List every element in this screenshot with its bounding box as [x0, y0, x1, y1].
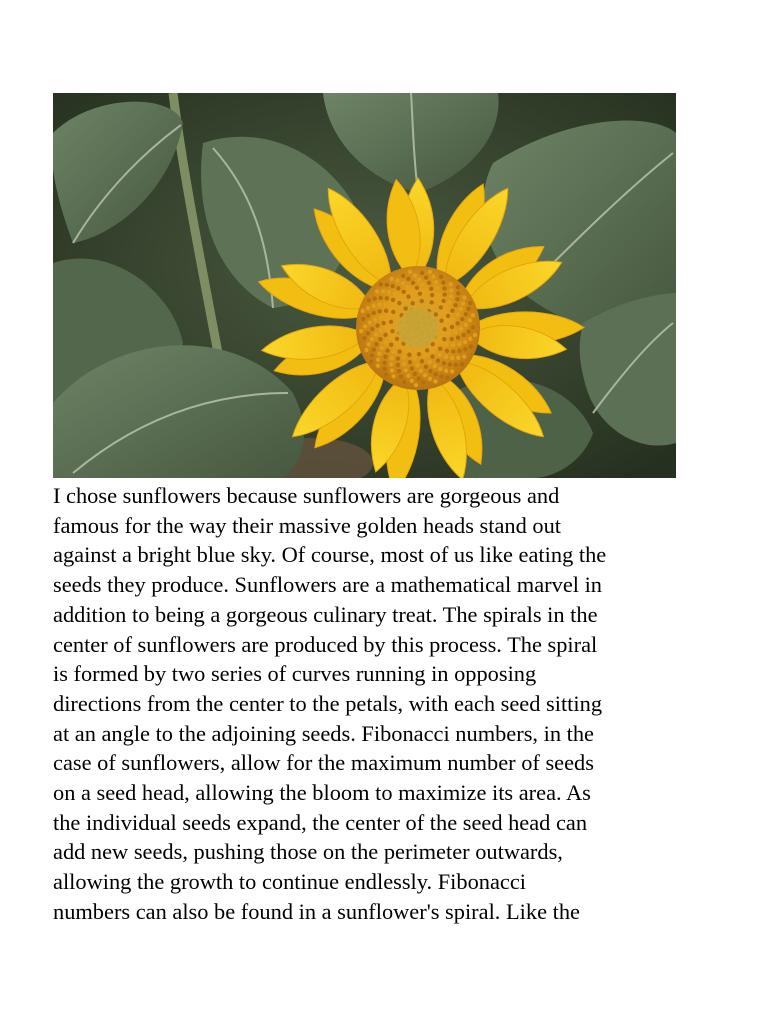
- sunflower-seed: [439, 319, 443, 323]
- sunflower-seed: [384, 302, 388, 306]
- sunflower-seed: [402, 355, 406, 359]
- sunflower-seed: [395, 278, 399, 282]
- sunflower-seed: [407, 353, 411, 357]
- sunflower-seed: [402, 380, 406, 384]
- sunflower-seed: [414, 383, 418, 387]
- sunflower-seed: [390, 368, 394, 372]
- sunflower-seed: [468, 337, 472, 341]
- sunflower-seed: [396, 363, 400, 367]
- sunflower-seed: [471, 313, 475, 317]
- sunflower-seed: [389, 320, 393, 324]
- sunflower-seed: [450, 369, 454, 373]
- sunflower-seed: [381, 289, 385, 293]
- sunflower-seed: [367, 298, 371, 302]
- sunflower-seed: [418, 292, 422, 296]
- sunflower-seed: [379, 296, 383, 300]
- sunflower-seed: [384, 309, 388, 313]
- sunflower-seed: [459, 307, 463, 311]
- sunflower-seed: [399, 375, 403, 379]
- sunflower-seed: [377, 352, 381, 356]
- sunflower-seed: [406, 277, 410, 281]
- sunflower-seed: [453, 330, 457, 334]
- sunflower-seed: [417, 376, 421, 380]
- sunflower-seed: [386, 314, 390, 318]
- sunflower-seed: [433, 379, 437, 383]
- sunflower-seed: [424, 295, 428, 299]
- sunflower-seed: [390, 304, 394, 308]
- sunflower-seed: [383, 340, 387, 344]
- sunflower-seed: [401, 274, 405, 278]
- sunflower-seed: [451, 317, 455, 321]
- sunflower-seed: [420, 283, 424, 287]
- sunflower-seed: [390, 329, 394, 333]
- sunflower-seed: [428, 369, 432, 373]
- sunflower-seed: [455, 297, 459, 301]
- sunflower-seed: [442, 361, 446, 365]
- sunflower-seed: [394, 324, 398, 328]
- sunflower-seed: [420, 359, 424, 363]
- sunflower-seed: [391, 298, 395, 302]
- sunflower-seed: [370, 353, 374, 357]
- sunflower-seed: [379, 315, 383, 319]
- sunflower-photo: [53, 93, 676, 478]
- sunflower-seed: [375, 323, 379, 327]
- sunflower-seed: [434, 372, 438, 376]
- sunflower-seed: [441, 280, 445, 284]
- sunflower-seed: [420, 271, 424, 275]
- sunflower-seed: [462, 333, 466, 337]
- sunflower-seed: [439, 374, 443, 378]
- sunflower-seed: [456, 312, 460, 316]
- sunflower-seed: [374, 342, 378, 346]
- sunflower-seed: [417, 352, 421, 356]
- sunflower-seed: [372, 347, 376, 351]
- sunflower-seed: [419, 369, 423, 373]
- sunflower-seed: [410, 379, 414, 383]
- sunflower-seed: [408, 270, 412, 274]
- sunflower-seed: [411, 301, 415, 305]
- sunflower-seed: [433, 364, 437, 368]
- sunflower-seed: [366, 331, 370, 335]
- sunflower-seed: [401, 290, 405, 294]
- sunflower-seed: [368, 320, 372, 324]
- sunflower-seed: [415, 286, 419, 290]
- sunflower-seed: [424, 365, 428, 369]
- sunflower-seed: [413, 273, 417, 277]
- sunflower-seed: [444, 343, 448, 347]
- sunflower-seed: [389, 342, 393, 346]
- sunflower-seed: [462, 354, 466, 358]
- sunflower-seed: [435, 299, 439, 303]
- sunflower-seed: [423, 354, 427, 358]
- sunflower-seed: [371, 304, 375, 308]
- sunflower-seed: [394, 315, 398, 319]
- sunflower-seed: [366, 306, 370, 310]
- sunflower-seed: [466, 307, 470, 311]
- sunflower-seed: [399, 295, 403, 299]
- sunflower-seed: [385, 296, 389, 300]
- sunflower-seed: [362, 336, 366, 340]
- sunflower-seed: [463, 347, 467, 351]
- sunflower-seed: [424, 303, 428, 307]
- sunflower-seed: [451, 343, 455, 347]
- sunflower-seed: [439, 305, 443, 309]
- sunflower-seed: [460, 362, 464, 366]
- sunflower-seed: [445, 349, 449, 353]
- sunflower-seed: [393, 292, 397, 296]
- sunflower-seed: [447, 332, 451, 336]
- sunflower-seed: [442, 337, 446, 341]
- sunflower-seed: [440, 312, 444, 316]
- sunflower-seed: [375, 289, 379, 293]
- sunflower-seed: [454, 363, 458, 367]
- sunflower-seed: [411, 281, 415, 285]
- sunflower-seed: [446, 314, 450, 318]
- sunflower-seed: [447, 300, 451, 304]
- sunflower-seed: [464, 312, 468, 316]
- sunflower-seed: [401, 281, 405, 285]
- sunflower-seed: [427, 281, 431, 285]
- sunflower-seed: [463, 340, 467, 344]
- sunflower-seed: [451, 349, 455, 353]
- sunflower-seed: [412, 348, 416, 352]
- sunflower-seed: [438, 332, 442, 336]
- sunflower-seed: [363, 324, 367, 328]
- sunflower-seed: [457, 349, 461, 353]
- sunflower-seed: [397, 301, 401, 305]
- sunflower-seed: [421, 380, 425, 384]
- sunflower-seed: [469, 344, 473, 348]
- sunflower-seed: [369, 359, 373, 363]
- sunflower-seed: [381, 321, 385, 325]
- sunflower-seed: [372, 311, 376, 315]
- sunflower-seed: [434, 312, 438, 316]
- sunflower-seed: [450, 325, 454, 329]
- sunflower-seed: [397, 349, 401, 353]
- sunflower-seed: [438, 367, 442, 371]
- sunflower-seed: [374, 332, 378, 336]
- sunflower-seed: [385, 326, 389, 330]
- body-paragraph: I chose sunflowers because sunflowers are gorgeous and famous for the way their massive golden heads stand out against a bright blue sky. Of course, most of us like eating the seeds they produce. Sunflowers are a mathematical marvel in addition to being a gorgeous culinary treat. The spirals in the center of sunflowers are produced by this process. The spiral is formed by two series of curves running in opposing directions from the center to the petals, with each seed sitting at an angle to the adjoining seeds. Fibonacci numbers, in the case of sunflowers, allow for the maximum number of seeds on a seed head, allowing the bloom to maximize its area. As the individual seeds expand, the center of the seed head can add new seeds, pushing those on the perimeter outwards, allowing the growth to continue endlessly. Fibonacci numbers can also be found in a sunflower's spiral. Like the: [53, 483, 607, 924]
- sunflower-seed: [448, 362, 452, 366]
- sunflower-seed: [389, 362, 393, 366]
- sunflower-seed: [395, 337, 399, 341]
- sunflower-seed: [413, 357, 417, 361]
- sunflower-seed: [380, 346, 384, 350]
- sunflower-seed: [390, 277, 394, 281]
- sunflower-seed: [436, 286, 440, 290]
- sunflower-seed: [438, 347, 442, 351]
- sunflower-seed: [449, 294, 453, 298]
- sunflower-seed: [373, 296, 377, 300]
- sunflower-seed: [403, 347, 407, 351]
- sunflower-seed: [366, 313, 370, 317]
- sunflower-seed: [468, 301, 472, 305]
- sunflower-seed: [383, 354, 387, 358]
- sunflower-seed: [430, 293, 434, 297]
- sunflower-seed: [464, 323, 468, 327]
- sunflower-seed: [413, 296, 417, 300]
- sunflower-seed: [442, 327, 446, 331]
- sunflower-seed: [445, 376, 449, 380]
- sunflower-seed: [438, 353, 442, 357]
- sunflower-seed: [373, 317, 377, 321]
- sunflower-seed: [462, 295, 466, 299]
- sunflower-seed: [439, 275, 443, 279]
- sunflower-seed: [359, 329, 363, 333]
- sunflower-seed: [456, 335, 460, 339]
- sunflower-seed: [436, 292, 440, 296]
- sunflower-seed: [385, 283, 389, 287]
- sunflower-seed: [384, 372, 388, 376]
- sunflower-seed: [471, 325, 475, 329]
- sunflower-seed: [370, 327, 374, 331]
- sunflower-seed: [361, 317, 365, 321]
- sunflower-seed: [396, 356, 400, 360]
- sunflower-seed: [420, 299, 424, 303]
- sunflower-seed: [445, 306, 449, 310]
- sunflower-seed: [441, 299, 445, 303]
- sunflower-seed: [391, 284, 395, 288]
- sunflower-seed: [417, 278, 421, 282]
- sunflower-seed: [416, 304, 420, 308]
- sunflower-seed: [434, 280, 438, 284]
- sunflower-seed: [406, 294, 410, 298]
- sunflower-seed: [431, 348, 435, 352]
- sunflower-seed: [382, 361, 386, 365]
- sunflower-seed: [424, 275, 428, 279]
- sunflower-seed: [442, 292, 446, 296]
- sunflower-seed: [431, 274, 435, 278]
- sunflower-seed: [364, 348, 368, 352]
- sunflower-seed: [428, 269, 432, 273]
- sunflower-seed: [379, 329, 383, 333]
- sunflower-seed: [455, 321, 459, 325]
- sunflower-seed: [423, 288, 427, 292]
- sunflower-seed: [436, 358, 440, 362]
- sunflower-seed: [428, 360, 432, 364]
- sunflower-seed: [402, 362, 406, 366]
- sunflower-seed: [377, 309, 381, 313]
- sunflower-seed: [415, 363, 419, 367]
- sunflower-seed: [449, 337, 453, 341]
- sunflower-seed: [429, 300, 433, 304]
- sunflower-seed: [383, 367, 387, 371]
- sunflower-seed: [413, 372, 417, 376]
- sunflower-seed: [459, 327, 463, 331]
- sunflower-seed: [444, 369, 448, 373]
- sunflower-seed: [410, 290, 414, 294]
- sunflower-seed: [408, 360, 412, 364]
- sunflower-seed: [460, 317, 464, 321]
- sunflower-seed: [456, 291, 460, 295]
- sunflower-seed: [468, 318, 472, 322]
- sunflower-seed: [445, 321, 449, 325]
- sunflower-seed: [383, 333, 387, 337]
- sunflower-seed: [428, 377, 432, 381]
- sunflower-seed: [396, 286, 400, 290]
- sunflower-seed: [425, 348, 429, 352]
- sunflower-seed: [376, 363, 380, 367]
- sunflower-seed: [404, 368, 408, 372]
- sunflower-seed: [361, 309, 365, 313]
- sunflower-seed: [397, 369, 401, 373]
- sunflower-seed: [379, 282, 383, 286]
- sunflower-seed: [453, 303, 457, 307]
- sunflower-seed: [450, 309, 454, 313]
- sunflower-seed: [391, 310, 395, 314]
- sunflower-seed: [423, 373, 427, 377]
- sunflower-seed: [437, 341, 441, 345]
- sunflower-seed: [448, 282, 452, 286]
- sunflower-seed: [389, 335, 393, 339]
- sunflower-seed: [461, 301, 465, 305]
- sunflower-seed: [442, 286, 446, 290]
- sunflower-seed: [449, 288, 453, 292]
- sunflower-seed: [385, 348, 389, 352]
- sunflower-seed: [466, 329, 470, 333]
- sunflower-seed: [433, 306, 437, 310]
- sunflower-seed: [377, 303, 381, 307]
- sunflower-seed: [376, 357, 380, 361]
- sunflower-seed: [410, 366, 414, 370]
- sunflower-seed: [473, 333, 477, 337]
- sunflower-seed: [391, 350, 395, 354]
- sunflower-seed: [404, 306, 408, 310]
- sunflower-seed: [367, 342, 371, 346]
- sunflower-seed: [450, 356, 454, 360]
- sunflower-seed: [397, 307, 401, 311]
- sunflower-illustration: [53, 93, 676, 478]
- sunflower-seed: [429, 286, 433, 290]
- sunflower-seed: [430, 354, 434, 358]
- sunflower-seed: [406, 374, 410, 378]
- sunflower-seed: [387, 290, 391, 294]
- sunflower-seed: [395, 343, 399, 347]
- sunflower-seed: [456, 285, 460, 289]
- sunflower-seed: [378, 337, 382, 341]
- sunflower-seed: [444, 355, 448, 359]
- sunflower-seed: [391, 374, 395, 378]
- sunflower-seed: [456, 356, 460, 360]
- sunflower-seed: [406, 285, 410, 289]
- sunflower-seed: [457, 342, 461, 346]
- sunflower-seed: [390, 356, 394, 360]
- sunflower-seed: [370, 337, 374, 341]
- sunflower-seed: [404, 300, 408, 304]
